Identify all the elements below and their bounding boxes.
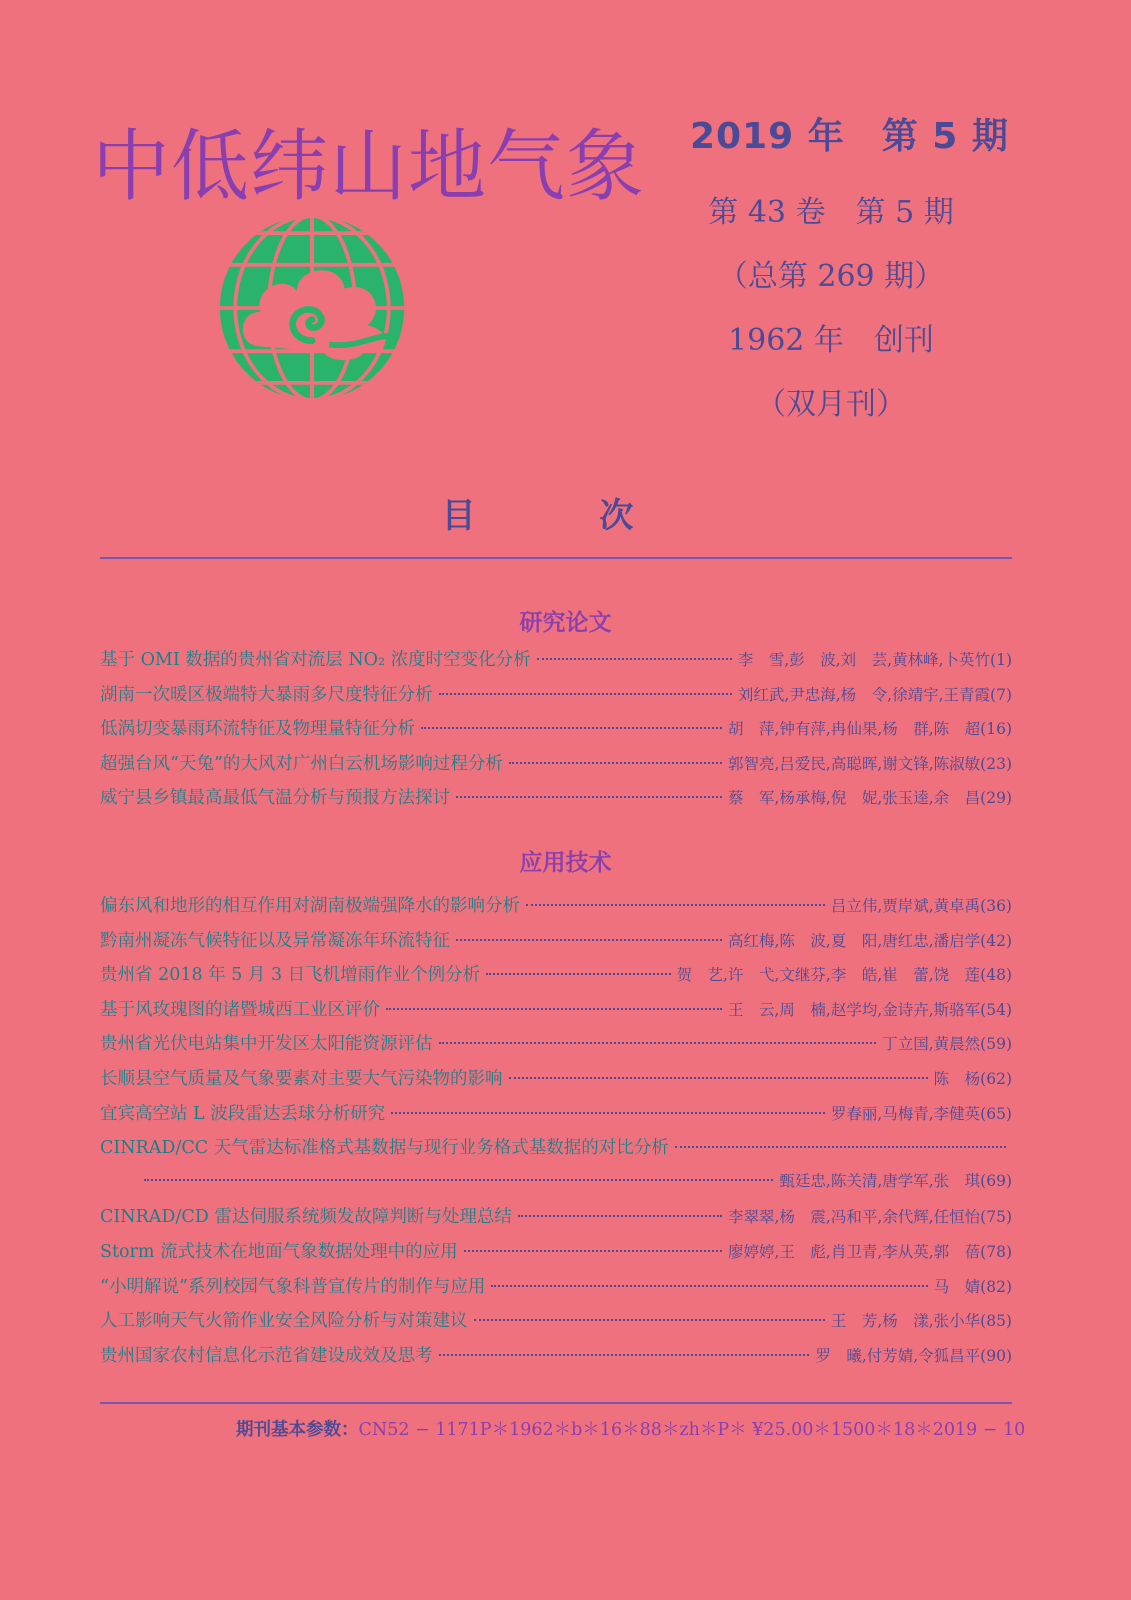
divider	[100, 1402, 1012, 1404]
toc-heading: 目 次	[441, 496, 690, 536]
entry-authors: 廖婷婷,王 彪,肖卫青,李从英,郭 蓓(78)	[727, 1242, 1012, 1261]
dot-leader	[144, 1179, 773, 1181]
entry-authors: 马 婧(82)	[933, 1277, 1012, 1296]
toc-entry[interactable]	[100, 1065, 1012, 1100]
dot-leader	[675, 1146, 1006, 1148]
toc-entry[interactable]	[100, 1307, 1012, 1342]
entry-title: 威宁县乡镇最高最低气温分析与预报方法探讨	[100, 788, 450, 809]
toc-list-applied	[100, 892, 1012, 1376]
publication-frequency: （双月刊）	[756, 387, 906, 422]
entry-title: 偏东风和地形的相互作用对湖南极端强降水的影响分析	[100, 896, 520, 916]
toc-entry[interactable]	[100, 961, 1012, 996]
year-issue: 2019 年 第 5 期	[690, 116, 1009, 157]
entry-authors: 王 云,周 楠,赵学均,金诗卉,斯骆军(54)	[727, 1000, 1012, 1019]
dot-leader	[439, 1042, 877, 1044]
entry-title: CINRAD/CD 雷达伺服系统频发故障判断与处理总结	[100, 1207, 512, 1228]
entry-title: 基于风玫瑰图的诸暨城西工业区评价	[100, 999, 380, 1020]
entry-authors: 丁立国,黄晨然(59)	[882, 1035, 1012, 1054]
entry-authors: 甄廷忠,陈关清,唐学军,张 琪(69)	[779, 1171, 1012, 1190]
total-issue: （总第 269 期）	[717, 259, 945, 294]
entry-title: 低涡切变暴雨环流特征及物理量特征分析	[100, 719, 415, 740]
founded-year: 1962 年 创刊	[728, 323, 934, 358]
dot-leader	[391, 1112, 825, 1114]
entry-title: 贵州省光伏电站集中开发区太阳能资源评估	[100, 1034, 433, 1055]
dot-leader	[456, 796, 722, 798]
entry-authors: 刘红武,尹忠海,杨 令,徐靖宇,王青霞(7)	[737, 685, 1012, 704]
dot-leader	[526, 904, 825, 906]
toc-entry[interactable]	[100, 1342, 1012, 1377]
divider	[100, 557, 1012, 559]
entry-authors: 李翠翠,杨 震,冯和平,余代辉,任恒怡(75)	[727, 1208, 1012, 1227]
entry-authors: 贺 艺,许 弋,文继芬,李 皓,崔 蕾,饶 莲(48)	[676, 966, 1012, 985]
journal-logo	[216, 212, 408, 404]
dot-leader	[386, 1008, 722, 1010]
toc-entry[interactable]	[100, 681, 1012, 716]
entry-title: 贵州国家农村信息化示范省建设成效及思考	[100, 1345, 433, 1366]
entry-title: 基于 OMI 数据的贵州省对流层 NO₂ 浓度时空变化分析	[100, 650, 531, 670]
entry-title: “小明解说”系列校园气象科普宣传片的制作与应用	[100, 1276, 486, 1297]
section-title-applied: 应用技术	[519, 850, 612, 876]
toc-entry[interactable]	[100, 750, 1012, 785]
toc-entry[interactable]	[100, 892, 1012, 927]
toc-entry[interactable]	[100, 927, 1012, 962]
toc-entry[interactable]	[100, 1273, 1012, 1308]
entry-authors: 罗春丽,马梅青,李健英(65)	[830, 1104, 1012, 1123]
entry-authors: 罗 曦,付芳婧,令狐昌平(90)	[815, 1346, 1012, 1365]
section-title-research: 研究论文	[519, 610, 612, 636]
issue-info	[690, 108, 1010, 423]
journal-parameters	[236, 1416, 1025, 1441]
entry-title: CINRAD/CC 天气雷达标准格式基数据与现行业务格式基数据的对比分析	[100, 1138, 669, 1159]
entry-authors: 高红梅,陈 波,夏 阳,唐红忠,潘启学(42)	[727, 931, 1012, 950]
entry-title: 长顺县空气质量及气象要素对主要大气污染物的影响	[100, 1068, 503, 1089]
toc-entry[interactable]	[100, 1238, 1012, 1273]
entry-authors: 蔡 军,杨承梅,倪 妮,张玉逵,余 昌(29)	[727, 789, 1012, 808]
toc-entry[interactable]	[100, 646, 1012, 681]
toc-list-research	[100, 646, 1012, 819]
entry-authors: 陈 杨(62)	[933, 1069, 1012, 1088]
toc-entry[interactable]	[100, 715, 1012, 750]
entry-authors: 王 芳,杨 漾,张小华(85)	[830, 1312, 1012, 1331]
entry-authors: 吕立伟,贾岸斌,黄卓禹(36)	[830, 897, 1012, 915]
dot-leader	[439, 1354, 810, 1356]
entry-title: 宜宾高空站 L 波段雷达丢球分析研究	[100, 1103, 386, 1124]
journal-title: 中低纬山地气象	[92, 122, 646, 212]
toc-entry[interactable]	[100, 1030, 1012, 1065]
toc-entry-continuation[interactable]	[100, 1169, 1012, 1204]
dot-leader	[491, 1285, 927, 1287]
entry-title: 黔南州凝冻气候特征以及异常凝冻年环流特征	[100, 930, 450, 951]
dot-leader	[439, 693, 732, 695]
dot-leader	[456, 939, 722, 941]
toc-entry[interactable]	[100, 1203, 1012, 1238]
entry-authors: 胡 萍,钟有萍,冉仙果,杨 群,陈 超(16)	[727, 720, 1012, 739]
dot-leader	[486, 973, 670, 975]
volume-issue: 第 43 卷 第 5 期	[708, 195, 954, 230]
entry-authors: 郭智亮,吕爱民,高聪晖,谢文锋,陈淑敏(23)	[727, 754, 1012, 773]
entry-title: Storm 流式技术在地面气象数据处理中的应用	[100, 1241, 458, 1262]
parameters-value: CN52 − 1171P＊1962＊b＊16＊88＊zh＊P＊ ¥25.00＊1500＊18＊2019 − 10	[358, 1420, 1026, 1440]
entry-title: 湖南一次暖区极端特大暴雨多尺度特征分析	[100, 684, 433, 705]
entry-authors: 李 雪,彭 波,刘 芸,黄林峰,卜英竹(1)	[737, 651, 1012, 669]
toc-entry[interactable]	[100, 784, 1012, 819]
parameters-label: 期刊基本参数：	[236, 1420, 359, 1440]
dot-leader	[421, 727, 722, 729]
dot-leader	[537, 658, 732, 660]
entry-title: 贵州省 2018 年 5 月 3 日飞机增雨作业个例分析	[100, 965, 481, 986]
entry-title: 超强台风“天兔”的大风对广州白云机场影响过程分析	[100, 753, 503, 774]
dot-leader	[509, 1077, 928, 1079]
toc-entry[interactable]	[100, 1134, 1012, 1169]
dot-leader	[509, 762, 722, 764]
toc-entry[interactable]	[100, 1100, 1012, 1135]
toc-entry[interactable]	[100, 996, 1012, 1031]
entry-title: 人工影响天气火箭作业安全风险分析与对策建议	[100, 1311, 468, 1332]
dot-leader	[464, 1250, 722, 1252]
dot-leader	[518, 1215, 722, 1217]
dot-leader	[474, 1319, 825, 1321]
